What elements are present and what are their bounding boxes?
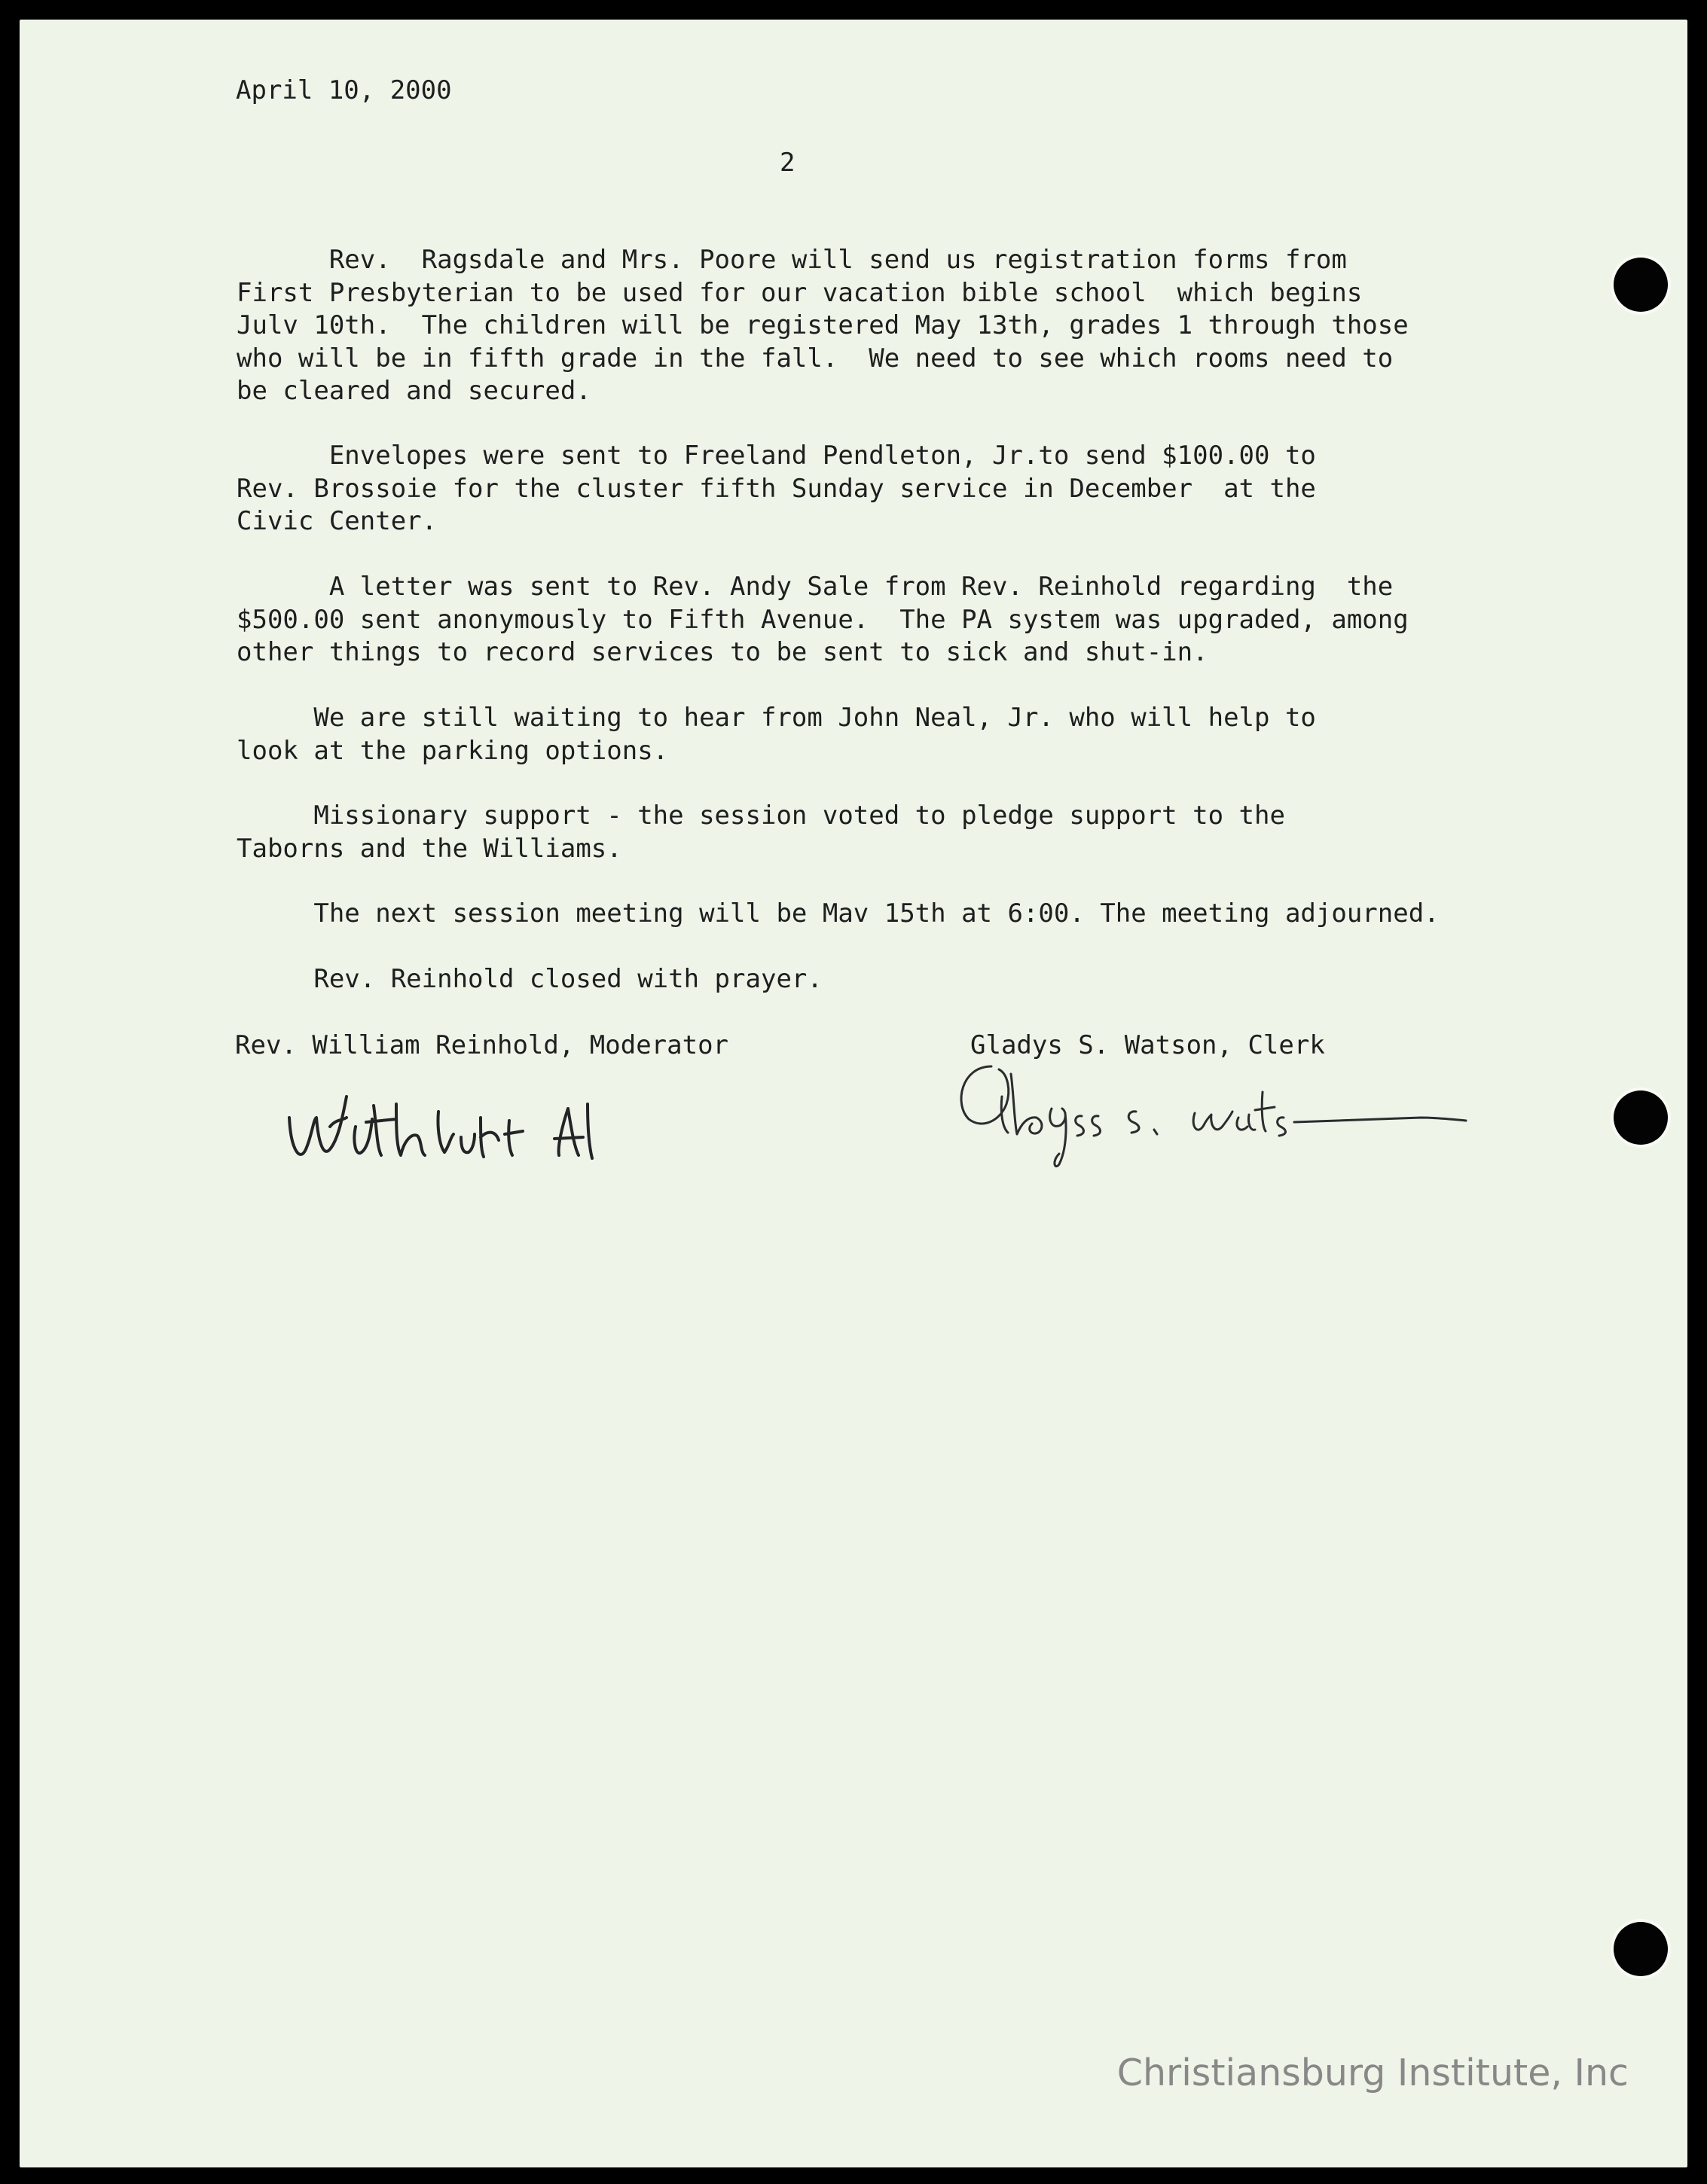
page-number: 2 — [780, 148, 795, 178]
punch-hole-top — [1614, 258, 1668, 312]
paragraph-parking: We are still waiting to hear from John Neal, Jr. who will help to look at the parking options. — [237, 703, 1316, 766]
paragraph-letter: A letter was sent to Rev. Andy Sale from Rev. Reinhold regarding the $500.00 sent anonymously to Fifth Avenue. The PA system was upgraded, among other things to record services to be sent to sick and shut-in. — [237, 572, 1409, 667]
document-page — [20, 20, 1687, 2167]
moderator-name: Rev. William Reinhold, Moderator — [235, 1030, 729, 1060]
clerk-name: Gladys S. Watson, Clerk — [970, 1030, 1325, 1060]
clerk-signature — [939, 1051, 1481, 1172]
paragraph-registration-forms: Rev. Ragsdale and Mrs. Poore will send us registration forms from First Presbyterian to be used for our vacation bible school which begins Julv 10th. The children will be registered May 13th, grades 1 through those who will be in fifth grade in the fall. We need to see which rooms need to be cleared and secured. — [237, 245, 1409, 406]
paragraph-next-meeting: The next session meeting will be Mav 15th at 6:00. The meeting adjourned. — [237, 898, 1440, 929]
paragraph-missionary-support: Missionary support - the session voted to pledge support to the Taborns and the Williams. — [237, 801, 1285, 864]
archive-watermark: Christiansburg Institute, Inc — [1116, 2051, 1629, 2094]
moderator-signature — [283, 1074, 675, 1172]
punch-hole-middle — [1614, 1090, 1668, 1145]
paragraph-envelopes: Envelopes were sent to Freeland Pendleton, Jr.to send $100.00 to Rev. Brossoie for the cluster fifth Sunday service in December at the Civic Center. — [237, 441, 1316, 536]
paragraph-closing-prayer: Rev. Reinhold closed with prayer. — [237, 964, 823, 994]
document-date: April 10, 2000 — [236, 75, 452, 105]
punch-hole-bottom — [1614, 1922, 1668, 1976]
